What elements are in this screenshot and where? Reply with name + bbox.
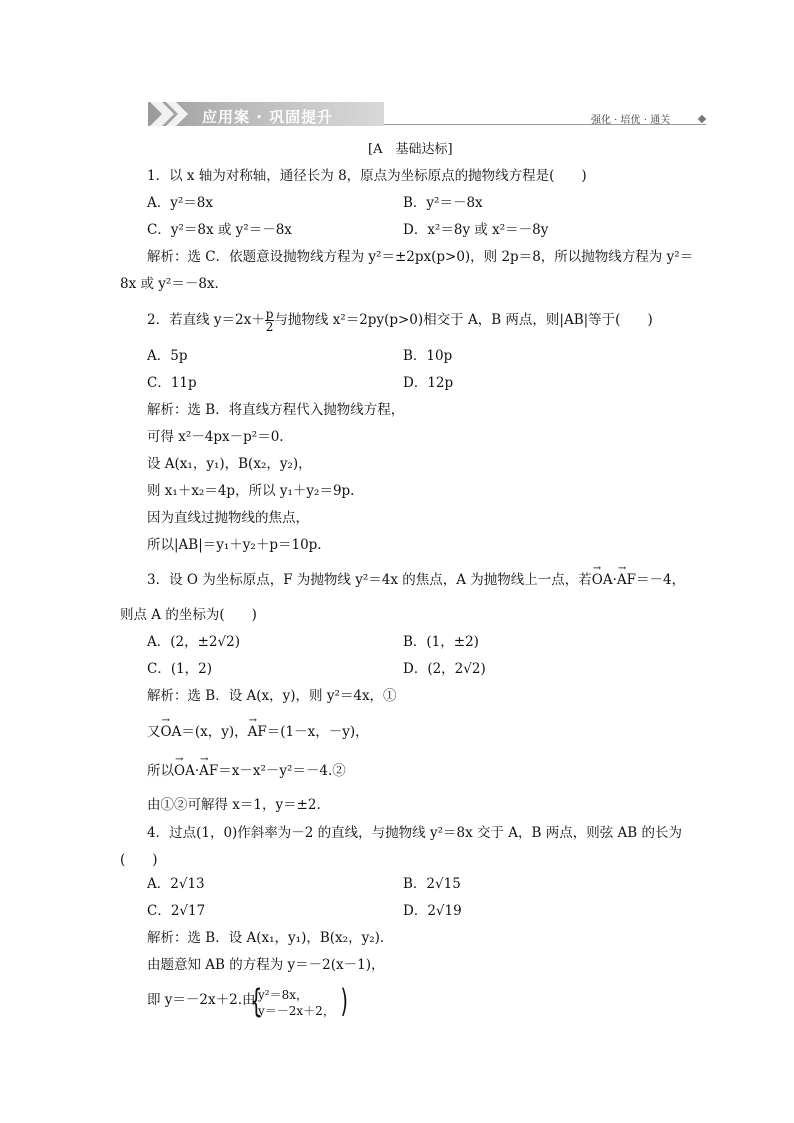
q3-solution-line2 (147, 726, 369, 740)
q3-option-d: D．(2，2√2) (403, 661, 486, 677)
system-eq2: y＝－2x＋2， (258, 1004, 335, 1018)
q3-stem-line1 (147, 574, 685, 588)
q3-solution-line4: 由①②可解得 x＝1，y＝±2. (147, 797, 321, 813)
q3-sol2-b: ＝(x，y)， (181, 724, 248, 740)
q2-solution-line: 可得 x²－4px－p²＝0. (147, 429, 284, 445)
q3-stem-b: ＝－4， (636, 572, 686, 588)
q3-sol2-a: 又 (147, 724, 161, 740)
q3-option-a: A．(2，±2√2) (147, 634, 240, 650)
right-paren: ) (340, 982, 348, 1020)
q2-solution-line: 则 x₁＋x₂＝4p，所以 y₁＋y₂＝9p. (147, 483, 355, 499)
q2-stem-a: 2．若直线 y＝2x＋ (147, 312, 265, 328)
q1-option-b: B．y²＝－8x (403, 195, 483, 211)
q3-dot: · (612, 572, 617, 588)
q3-sol3-b: ＝x－x²－y²＝－4.② (218, 763, 346, 779)
q3-sol3-a: 所以 (147, 763, 174, 779)
q3-vector-af: → AF (617, 574, 636, 588)
system-eq1: y²＝8x， (258, 988, 308, 1002)
q4-option-d: D．2√19 (403, 903, 462, 919)
q1-solution-line2: 8x 或 y²＝－8x. (120, 276, 219, 292)
q1-stem: 1．以 x 轴为对称轴，通径长为 8，原点为坐标原点的抛物线方程是( ) (147, 168, 587, 184)
q3-sol3-vector-oa: → OA (174, 765, 195, 779)
q3-stem-line2: 则点 A 的坐标为( ) (120, 607, 257, 623)
q4-solution-line3: 即 y＝－2x＋2.由 (147, 992, 256, 1008)
chevron-arrows-icon (148, 102, 198, 126)
q2-solution-line: 所以|AB|＝y₁＋y₂＋p＝10p. (147, 537, 322, 553)
q3-option-b: B．(1，±2) (403, 634, 479, 650)
section-label: [A 基础达标] (368, 142, 453, 157)
q2-solution-line: 因为直线过抛物线的焦点， (147, 510, 309, 526)
q1-option-a: A．y²＝8x (147, 195, 213, 211)
q3-solution-line3 (147, 765, 346, 779)
q3-sol3-vector-af: → AF (199, 765, 218, 779)
left-brace: { (250, 982, 263, 1020)
q3-sol2-c: ＝(1－x，－y)， (266, 724, 369, 740)
q4-solution-line1: 解析：选 B．设 A(x₁，y₁)，B(x₂，y₂)． (147, 930, 394, 946)
header-banner (148, 102, 384, 126)
q4-stem-line1: 4．过点(1，0)作斜率为－2 的直线，与抛物线 y²＝8x 交于 A，B 两点，则弦 AB 的长为 (147, 825, 683, 841)
q1-option-d: D．x²＝8y 或 x²＝－8y (403, 222, 549, 238)
q2-solution-line: 解析：选 B．将直线方程代入抛物线方程， (147, 402, 405, 418)
q3-sol3-dot: · (194, 763, 200, 779)
q3-option-c: C．(1，2) (147, 661, 213, 677)
q3-sol2-vector-oa: → OA (161, 726, 182, 740)
q2-option-b: B．10p (403, 348, 453, 364)
q2-option-d: D．12p (403, 375, 454, 391)
q3-solution-line1: 解析：选 B．设 A(x，y)，则 y²＝4x，① (147, 688, 397, 704)
q2-fraction (265, 308, 275, 333)
q4-stem-line2: ( ) (120, 852, 158, 868)
q1-solution-line1: 解析：选 C．依题意设抛物线方程为 y²＝±2px(p>0)，则 2p＝8，所以抛物线方程为 y²＝ (147, 249, 694, 265)
q2-frac-den: 2 (265, 320, 274, 334)
q3-stem-a: 3．设 O 为坐标原点，F 为抛物线 y²＝4x 的焦点，A 为抛物线上一点，若 (147, 572, 592, 588)
q4-solution-line2: 由题意知 AB 的方程为 y＝－2(x－1)， (147, 957, 385, 973)
q2-stem (147, 306, 653, 334)
q2-solution-line: 设 A(x₁，y₁)，B(x₂，y₂)， (147, 456, 312, 472)
banner-title: 应用案 · 巩固提升 (202, 108, 334, 126)
q2-frac-num: p (265, 307, 274, 321)
header-right-text: 强化 · 培优 · 通关 (591, 115, 671, 126)
q3-vector-oa: → OA (592, 574, 613, 588)
q2-option-c: C．11p (147, 375, 197, 391)
diamond-icon (698, 115, 706, 123)
q4-option-b: B．2√15 (403, 876, 461, 892)
q3-sol2-vector-af: → AF (248, 726, 267, 740)
q2-option-a: A．5p (147, 348, 188, 364)
q4-option-a: A．2√13 (147, 876, 205, 892)
q4-option-c: C．2√17 (147, 903, 206, 919)
q2-stem-b: 与抛物线 x²＝2py(p>0)相交于 A，B 两点，则|AB|等于( ) (274, 312, 653, 328)
q1-option-c: C．y²＝8x 或 y²＝－8x (147, 222, 292, 238)
equation-system (258, 987, 335, 1019)
